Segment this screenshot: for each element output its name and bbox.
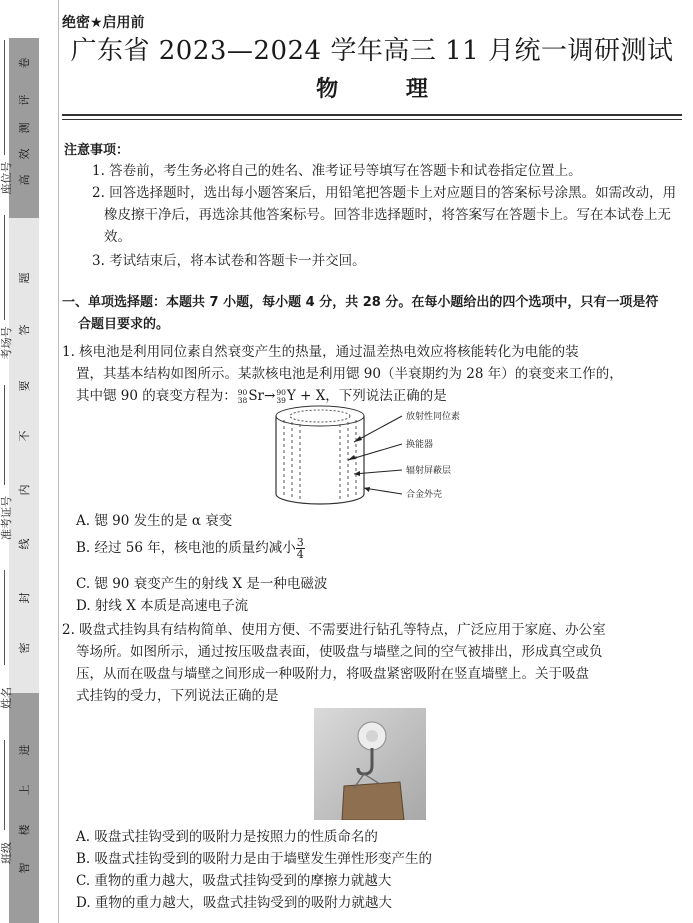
suction-cup-center bbox=[366, 730, 378, 742]
secret-label: 绝密★启用前 bbox=[62, 15, 145, 31]
exam-title: 广东省 2023—2024 学年高三 11 月统一调研测试 bbox=[70, 36, 674, 66]
nuclear-battery-figure bbox=[272, 402, 512, 510]
binding-divider bbox=[58, 0, 59, 923]
notice-item: 2. 回答选择题时，选出每小题答案后，用铅笔把答题卡上对应题目的答案标号涂黑。如需改动，用橡皮擦干净后，再选涂其他答案标号。回答非选择题时，将答案写在答题卡上。写在本试卷上无效。 bbox=[92, 185, 677, 245]
q2-option-b: B. 吸盘式挂钩受到的吸附力是由于墙壁发生弹性形变产生的 bbox=[76, 851, 433, 867]
q1-stem-line: 置，其基本结构如图所示。某款核电池是利用锶 90（半衰期约为 28 年）的衰变来工作的， bbox=[76, 366, 623, 382]
binding-char: 题 bbox=[18, 272, 31, 284]
q2-option-c: C. 重物的重力越大，吸盘式挂钩受到的摩擦力就越大 bbox=[76, 873, 392, 889]
battery-top-ellipse bbox=[276, 406, 364, 426]
binding-field-ticket: 准考证号 bbox=[0, 496, 13, 540]
binding-char: 内 bbox=[18, 484, 31, 496]
q1-option-b-fraction bbox=[296, 537, 305, 560]
y-atomic-number: 39 bbox=[276, 395, 286, 405]
y-mass-number: 90 bbox=[276, 387, 286, 397]
label-arrowhead bbox=[348, 455, 356, 460]
y-symbol: Y bbox=[286, 388, 296, 404]
figure-label: 换能器 bbox=[406, 440, 434, 450]
q1-stem-suffix: + X，下列说法正确的是 bbox=[295, 388, 447, 404]
binding-blank-line bbox=[4, 570, 5, 665]
notice-item: 1. 答卷前，考生务必将自己的姓名、准考证号等填写在答题卡和试卷指定位置上。 bbox=[92, 163, 582, 179]
sr-isotope-numbers bbox=[238, 389, 248, 405]
figure-label: 放射性同位素 bbox=[406, 412, 461, 422]
binding-char: 测 bbox=[18, 122, 31, 134]
binding-blank-line bbox=[4, 385, 5, 485]
binding-field-class: 班级 bbox=[0, 842, 13, 864]
binding-char: 卷 bbox=[18, 57, 31, 69]
figure-label: 辐射屏蔽层 bbox=[406, 466, 452, 476]
fraction-numerator: 3 bbox=[296, 536, 304, 549]
binding-char: 效 bbox=[18, 148, 31, 160]
binding-char: 密 bbox=[18, 642, 31, 654]
header-rule-thin bbox=[62, 119, 682, 120]
q1-option-c: C. 锶 90 衰变产生的射线 X 是一种电磁波 bbox=[76, 576, 328, 592]
binding-char: 楼 bbox=[18, 824, 31, 836]
binding-field-seat: 座位号 bbox=[0, 161, 13, 195]
binding-strip bbox=[0, 0, 50, 923]
binding-char: 要 bbox=[18, 380, 31, 392]
q2-stem-line: 等场所。如图所示，通过按压吸盘表面，使吸盘与墙壁之间的空气被排出，形成真空或负 bbox=[76, 644, 603, 660]
section-heading: 一、单项选择题：本题共 7 小题，每小题 4 分，共 28 分。在每小题给出的四个选项中，只有一项是符合题目要求的。 bbox=[62, 295, 659, 332]
binding-char: 智 bbox=[18, 862, 31, 874]
q2-stem-line: 2. 吸盘式挂钩具有结构简单、使用方便、不需要进行钻孔等特点，广泛应用于家庭、办公室 bbox=[62, 622, 606, 638]
reaction-arrow: → bbox=[264, 388, 276, 404]
subject-title: 物 理 bbox=[316, 77, 458, 102]
suction-hook-photo bbox=[314, 708, 426, 820]
label-pointer bbox=[354, 470, 402, 474]
binding-char: 不 bbox=[18, 430, 31, 442]
figure-label: 合金外壳 bbox=[406, 490, 443, 500]
q2-option-d: D. 重物的重力越大，吸盘式挂钩受到的吸附力就越大 bbox=[76, 895, 392, 911]
q1-stem-prefix: 其中锶 90 的衰变方程为： bbox=[76, 388, 237, 404]
notice-item: 3. 考试结束后，将本试卷和答题卡一并交回。 bbox=[92, 253, 366, 269]
binding-field-name: 姓名 bbox=[0, 687, 13, 709]
sr-mass-number: 90 bbox=[237, 387, 248, 397]
binding-field-room: 考场号 bbox=[0, 326, 13, 360]
battery-bottom-curve bbox=[276, 494, 364, 504]
q2-stem-line: 式挂钩的受力，下列说法正确的是 bbox=[76, 688, 279, 704]
label-arrowhead bbox=[354, 436, 362, 442]
binding-char: 答 bbox=[18, 324, 31, 336]
binding-char: 进 bbox=[18, 744, 31, 756]
binding-char: 线 bbox=[18, 538, 31, 550]
q2-stem-line: 压，从而在吸盘与墙壁之间形成一种吸附力，将吸盘紧密吸附在竖直墙壁上。关于吸盘 bbox=[76, 666, 589, 682]
q1-option-b bbox=[76, 537, 305, 560]
notice-title: 注意事项： bbox=[64, 143, 130, 158]
q1-stem-line: 1. 核电池是利用同位素自然衰变产生的热量，通过温差热电效应将核能转化为电能的装 bbox=[62, 344, 579, 360]
q2-option-a: A. 吸盘式挂钩受到的吸附力是按照力的性质命名的 bbox=[76, 829, 378, 845]
label-pointer bbox=[364, 488, 402, 494]
fraction-denominator: 4 bbox=[296, 548, 304, 561]
binding-char: 上 bbox=[18, 784, 31, 796]
binding-blank-line bbox=[4, 740, 5, 830]
q1-option-b-text: B. 经过 56 年，核电池的质量约减小 bbox=[76, 540, 296, 556]
q1-option-a: A. 锶 90 发生的是 α 衰变 bbox=[76, 513, 233, 529]
header-rule-thick bbox=[62, 114, 682, 116]
binding-char: 评 bbox=[18, 94, 31, 106]
binding-blank-line bbox=[4, 40, 5, 155]
hanging-board bbox=[342, 782, 404, 820]
q1-option-d: D. 射线 X 本质是高速电子流 bbox=[76, 598, 249, 614]
binding-char: 封 bbox=[18, 592, 31, 604]
binding-char: 高 bbox=[18, 174, 31, 186]
binding-blank-line bbox=[4, 215, 5, 320]
sr-atomic-number: 38 bbox=[237, 395, 248, 405]
sr-symbol: Sr bbox=[248, 388, 265, 404]
